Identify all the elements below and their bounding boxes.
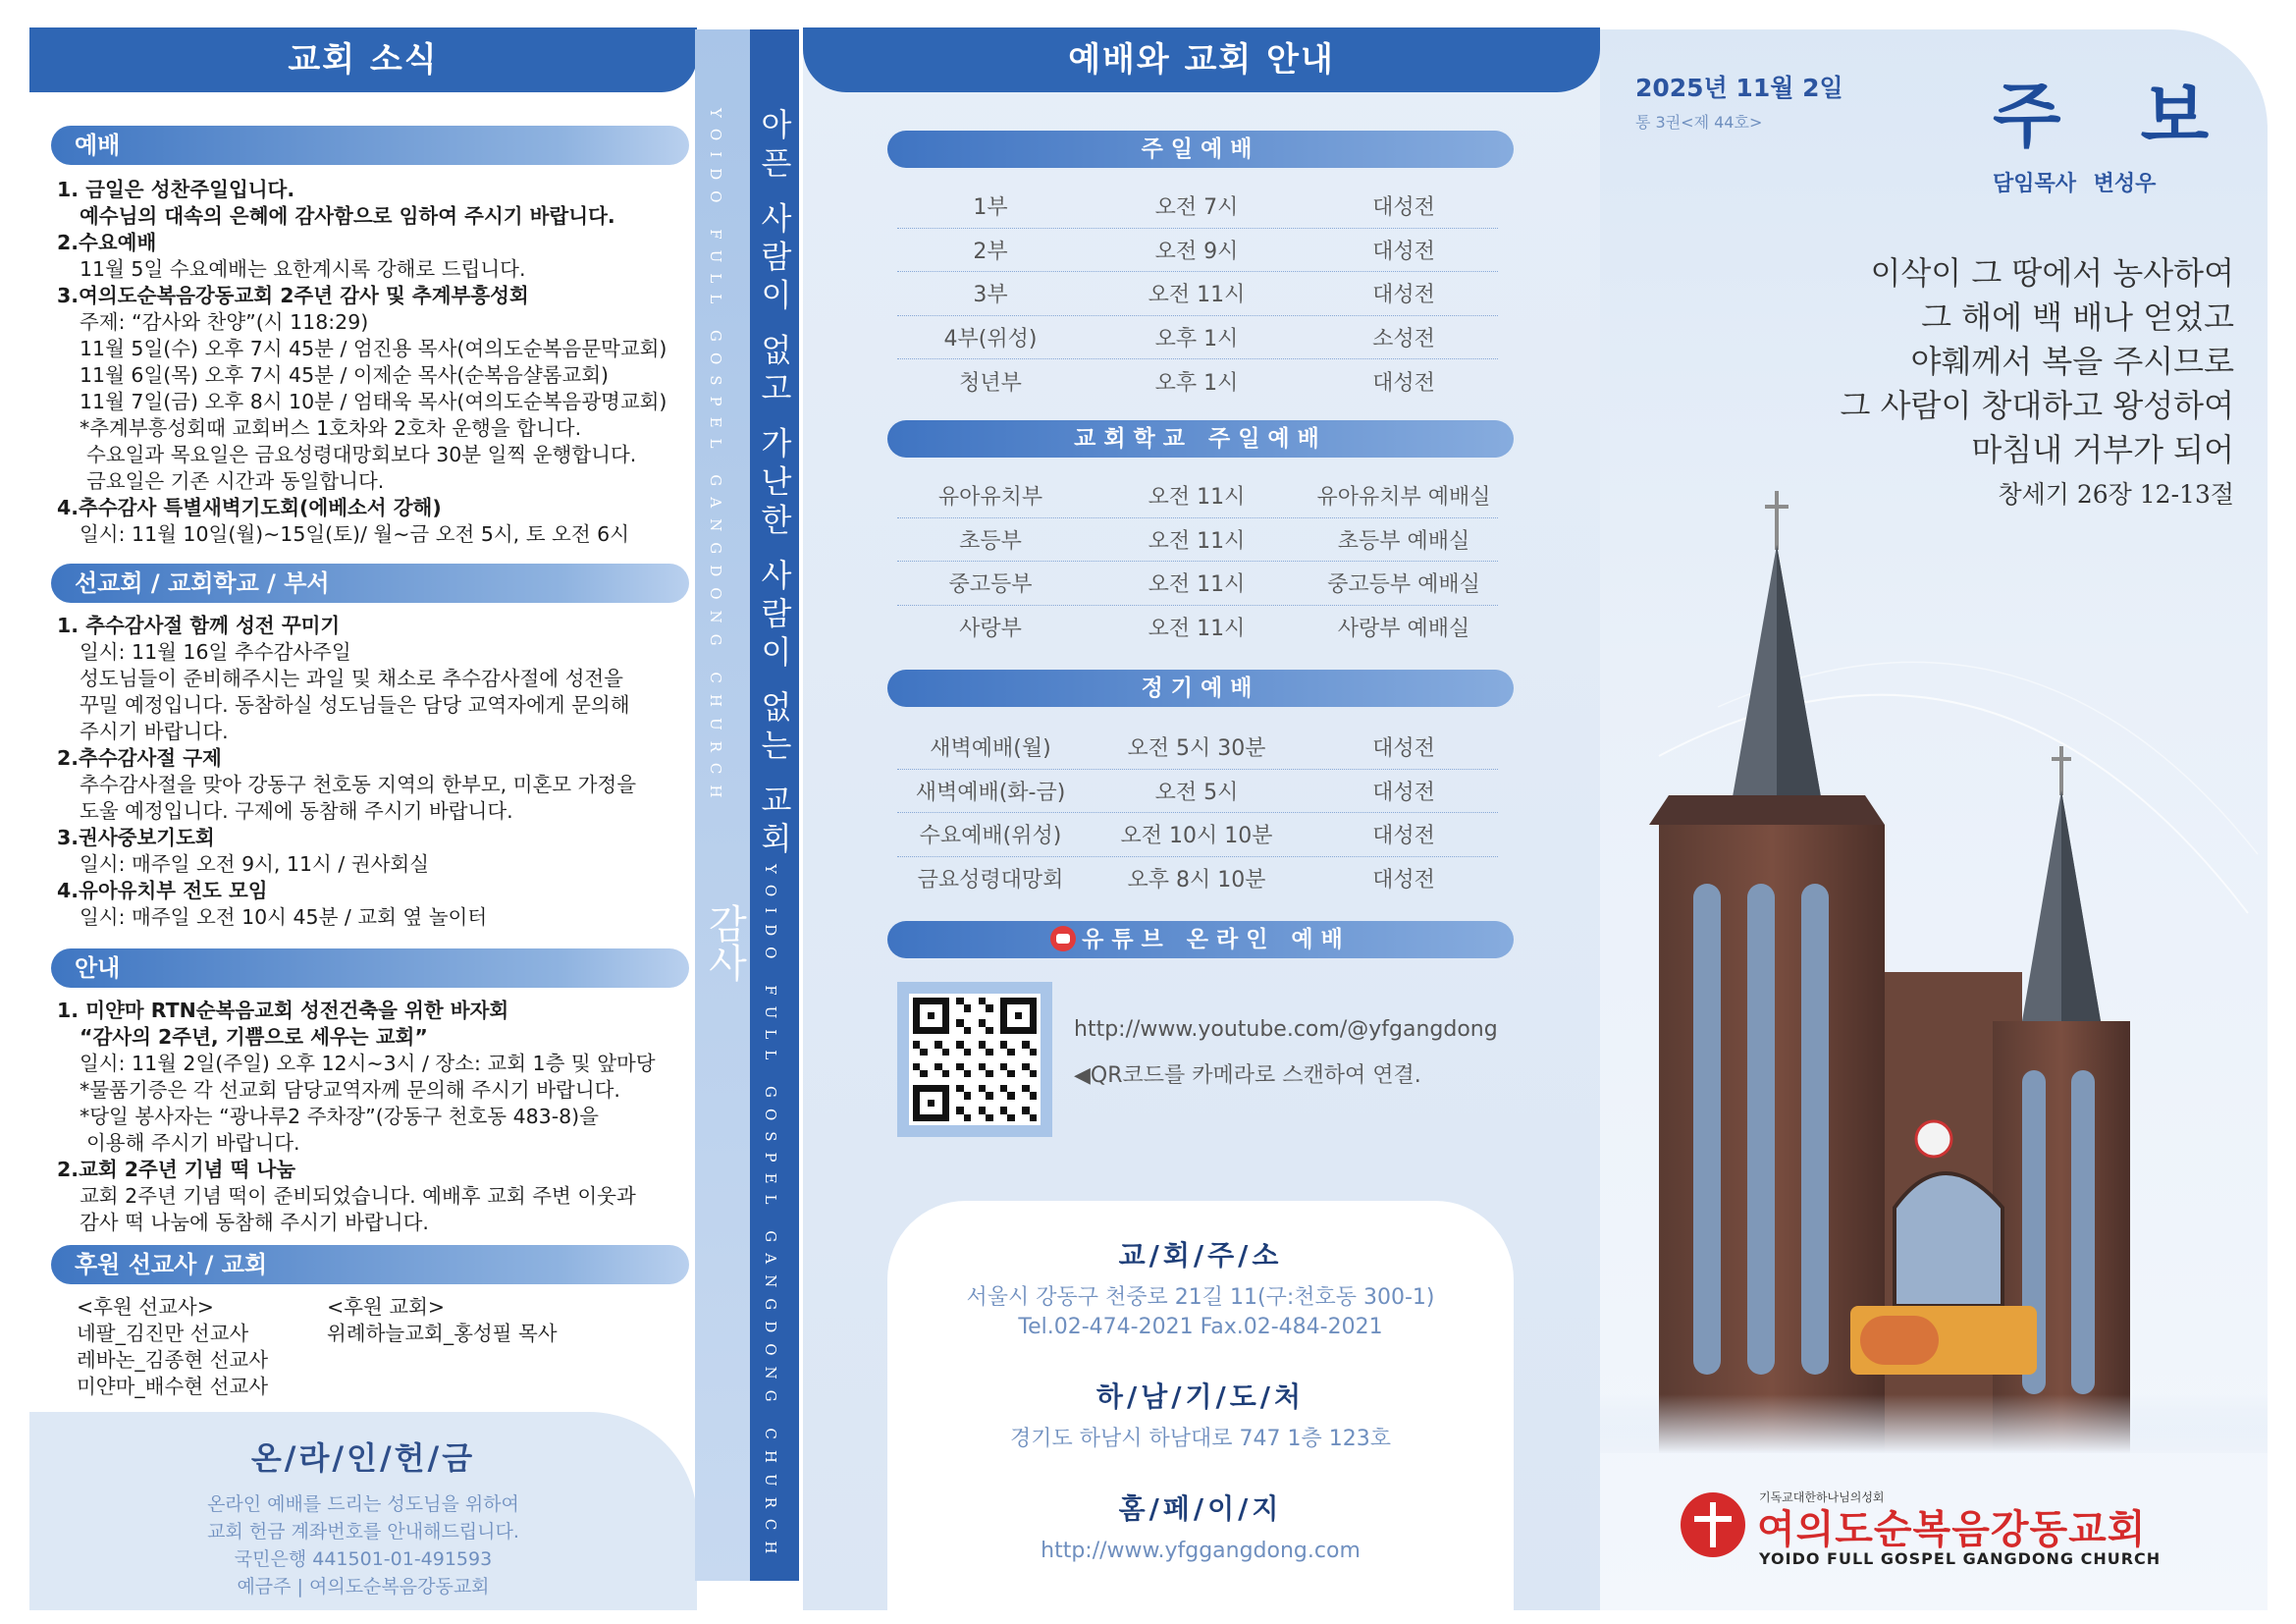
- news-line: 11월 5일(수) 오후 7시 45분 / 엄진용 목사(여의도순복음문막교회): [80, 337, 667, 360]
- news-line: 11월 7일(금) 오후 8시 10분 / 엄태욱 목사(여의도순복음광명교회): [80, 390, 667, 413]
- church-logo-icon: [1681, 1492, 1745, 1557]
- section-worship-title: 예배: [51, 126, 689, 165]
- service-name: 중고등부: [948, 572, 1033, 598]
- news-line: 일시: 11월 2일(주일) 오후 12시~3시 / 장소: 교회 1층 및 앞마당: [80, 1052, 656, 1075]
- service-place: 대성전: [1372, 239, 1435, 264]
- spine-english-name: YOIDO FULL GOSPEL GANGDONG CHURCH: [707, 108, 724, 809]
- table-row: [897, 359, 1498, 404]
- news-line: 주제: “감사와 찬양”(시 118:29): [80, 310, 369, 334]
- service-place: 소성전: [1372, 326, 1435, 352]
- section-mission-body: [57, 613, 695, 931]
- qr-instruction: ◀QR코드를 카메라로 스캔하여 연결.: [1074, 1063, 1421, 1088]
- regular-worship-table: [897, 726, 1498, 900]
- service-name: 2부: [973, 239, 1008, 264]
- service-place: 초등부 예배실: [1337, 528, 1470, 554]
- service-time: 오전 9시: [1154, 239, 1239, 264]
- service-name: 사랑부: [959, 617, 1022, 642]
- news-line: 주시기 바랍니다.: [80, 720, 229, 743]
- service-time: 오전 11시: [1148, 617, 1246, 642]
- section-notice-title: 안내: [51, 948, 689, 988]
- contact-line: Tel.02-474-2021 Fax.02-484-2021: [1018, 1315, 1383, 1339]
- table-row: [897, 857, 1498, 901]
- prayer-house-title: 하/남/기/도/처: [1095, 1380, 1306, 1413]
- support-item: <후원 선교사>: [77, 1295, 214, 1319]
- service-name: 청년부: [959, 370, 1022, 396]
- news-line: 도울 예정입니다. 구제에 동참해 주시기 바랍니다.: [80, 799, 513, 823]
- sunday-worship-title: 주일예배: [887, 131, 1514, 168]
- service-name: 새벽예배(화-금): [915, 780, 1066, 805]
- news-line: 일시: 11월 10일(월)~15일(토)/ 월~금 오전 5시, 토 오전 6시: [80, 522, 629, 546]
- account-holder: 예금주 | 여의도순복음강동교회: [237, 1576, 490, 1597]
- service-name: 초등부: [959, 528, 1022, 554]
- table-row: [897, 813, 1498, 857]
- scripture-reference: 창세기 26장 12-13절: [1998, 480, 2234, 509]
- service-name: 새벽예배(월): [930, 736, 1051, 762]
- news-line: “감사의 2주년, 기쁨으로 세우는 교회”: [80, 1025, 428, 1049]
- news-line: 수요일과 목요일은 금요성령대망회보다 30분 일찍 운행합니다.: [86, 443, 637, 466]
- news-line: 3.권사중보기도회: [57, 826, 215, 849]
- church-news-header: 교회 소식: [29, 27, 697, 92]
- support-item: 네팔_김진만 선교사: [77, 1322, 249, 1345]
- youtube-worship-label: 유튜브 온라인 예배: [1082, 927, 1351, 952]
- online-offering-line: 온라인 예배를 드리는 성도님을 위하여: [207, 1493, 519, 1515]
- verse-line: 마침내 거부가 되어: [1971, 431, 2234, 468]
- service-name: 4부(위성): [943, 326, 1038, 352]
- service-place: 대성전: [1372, 780, 1435, 805]
- church-address-box: [887, 1201, 1514, 1610]
- address-title: 교/회/주/소: [1118, 1239, 1283, 1272]
- worship-guide-header: 예배와 교회 안내: [803, 27, 1600, 92]
- service-time: 오전 11시: [1148, 528, 1246, 554]
- support-item: 위례하늘교회_홍성필 목사: [327, 1322, 558, 1345]
- online-offering-title: 온/라/인/헌/금: [250, 1439, 476, 1477]
- youtube-link[interactable]: http://www.youtube.com/@yfgangdong: [1074, 1017, 1498, 1042]
- news-line: 꾸밀 예정입니다. 동참하실 성도님들은 담당 교역자에게 문의해: [80, 693, 630, 717]
- service-time: 오후 1시: [1154, 370, 1239, 396]
- news-line: 교회 2주년 기념 떡이 준비되었습니다. 예배후 교회 주변 이웃과: [80, 1184, 636, 1208]
- service-time: 오후 8시 10분: [1127, 868, 1266, 893]
- verse-line: 이삭이 그 땅에서 농사하여: [1870, 254, 2234, 292]
- table-row: [897, 518, 1498, 563]
- table-row: [897, 272, 1498, 316]
- table-row: [897, 562, 1498, 606]
- verse-line: 그 해에 백 배나 얻었고: [1921, 298, 2234, 336]
- support-list: [77, 1294, 715, 1400]
- table-row: [897, 185, 1498, 229]
- scripture-verse: [1724, 251, 2234, 472]
- service-time: 오전 7시: [1154, 195, 1239, 221]
- service-name: 유아유치부: [937, 485, 1043, 511]
- news-line: 이용해 주시기 바랍니다.: [86, 1131, 300, 1155]
- spine-english-name: YOIDO FULL GOSPEL GANGDONG CHURCH: [762, 864, 779, 1565]
- table-row: [897, 726, 1498, 770]
- service-place: 대성전: [1372, 195, 1435, 221]
- table-row: [897, 316, 1498, 360]
- news-line: 11월 5일 수요예배는 요한계시록 강해로 드립니다.: [80, 257, 526, 281]
- news-line: 감사 떡 나눔에 동참해 주시기 바랍니다.: [80, 1211, 429, 1234]
- service-place: 유아유치부 예배실: [1316, 485, 1491, 511]
- school-worship-table: [897, 474, 1498, 649]
- support-item: 레바논_김종현 선교사: [77, 1348, 268, 1372]
- support-item: <후원 교회>: [327, 1295, 446, 1319]
- service-time: 오전 10시 10분: [1120, 824, 1273, 849]
- qr-code[interactable]: [897, 982, 1052, 1137]
- news-line: 일시: 11월 16일 추수감사주일: [80, 640, 351, 664]
- news-line: 1. 추수감사절 함께 성전 꾸미기: [57, 614, 341, 637]
- youtube-worship-title: [887, 921, 1514, 958]
- bank-account: 국민은행 441501-01-491593: [234, 1548, 493, 1570]
- verse-line: 그 사람이 창대하고 왕성하여: [1840, 387, 2234, 424]
- news-line: 예수님의 대속의 은혜에 감사함으로 임하여 주시기 바랍니다.: [80, 204, 615, 228]
- service-name: 1부: [973, 195, 1008, 221]
- denomination-name: 기독교대한하나님의성회: [1759, 1490, 1885, 1504]
- bulletin-title: 주 보: [1993, 75, 2237, 157]
- school-worship-title: 교회학교 주일예배: [887, 420, 1514, 458]
- news-line: 2.추수감사절 구제: [57, 746, 222, 770]
- church-logo: [1681, 1483, 2230, 1581]
- homepage-link[interactable]: http://www.yfggangdong.com: [1041, 1539, 1361, 1563]
- news-line: 추수감사절을 맞아 강동구 천호동 지역의 한부모, 미혼모 가정을: [80, 773, 637, 796]
- section-support-title: 후원 선교사 / 교회: [51, 1245, 689, 1284]
- cover-panel: [1600, 29, 2268, 1610]
- news-line: 1. 미얀마 RTN순복음교회 성전건축을 위한 바자회: [57, 999, 509, 1022]
- service-time: 오전 5시 30분: [1127, 736, 1266, 762]
- table-row: [897, 770, 1498, 814]
- section-mission-title: 선교회 / 교회학교 / 부서: [51, 564, 689, 603]
- service-name: 수요예배(위성): [919, 824, 1062, 849]
- worship-guide-panel: [803, 27, 1600, 1610]
- spine-gratitude-text: 감사: [702, 903, 747, 982]
- service-place: 중고등부 예배실: [1327, 572, 1480, 598]
- news-line: 11월 6일(목) 오후 7시 45분 / 이제순 목사(순복음샬롬교회): [80, 363, 610, 387]
- news-line: 1. 금일은 성찬주일입니다.: [57, 178, 295, 201]
- news-line: 4.유아유치부 전도 모임: [57, 879, 268, 902]
- online-offering-box: [29, 1412, 697, 1610]
- news-line: *추계부흥성회때 교회버스 1호차와 2호차 운행을 합니다.: [80, 416, 582, 440]
- service-time: 오전 11시: [1148, 572, 1246, 598]
- regular-worship-title: 정기예배: [887, 670, 1514, 707]
- news-line: *당일 봉사자는 “광나루2 주차장”(강동구 천호동 483-8)을: [80, 1105, 599, 1128]
- verse-line: 야훼께서 복을 주시므로: [1910, 343, 2234, 380]
- table-row: [897, 606, 1498, 650]
- service-place: 대성전: [1372, 868, 1435, 893]
- news-line: 2.교회 2주년 기념 떡 나눔: [57, 1158, 296, 1181]
- news-line: 3.여의도순복음강동교회 2주년 감사 및 추계부흥성회: [57, 284, 529, 307]
- news-line: 일시: 매주일 오전 9시, 11시 / 권사회실: [80, 852, 429, 876]
- address-line: 서울시 강동구 천중로 21길 11(구:천호동 300-1): [966, 1285, 1435, 1310]
- bulletin-date: 2025년 11월 2일: [1635, 74, 1843, 102]
- service-place: 대성전: [1372, 370, 1435, 396]
- news-line: *물품기증은 각 선교회 담당교역자께 문의해 주시기 바랍니다.: [80, 1078, 620, 1102]
- news-line: 금요일은 기존 시간과 동일합니다.: [86, 469, 385, 493]
- online-offering-line: 교회 헌금 계좌번호를 안내해드립니다.: [207, 1521, 519, 1543]
- homepage-title: 홈/페/이/지: [1118, 1492, 1283, 1525]
- service-place: 대성전: [1372, 736, 1435, 762]
- service-time: 오후 1시: [1154, 326, 1239, 352]
- support-missionaries: [77, 1294, 327, 1400]
- service-place: 대성전: [1372, 824, 1435, 849]
- church-building-photo: [1600, 461, 2268, 1453]
- service-time: 오전 11시: [1148, 485, 1246, 511]
- section-notice-body: [57, 998, 695, 1236]
- prayer-house-address: 경기도 하남시 하남대로 747 1층 123호: [1010, 1427, 1391, 1451]
- news-line: 4.추수감사 특별새벽기도회(에베소서 강해): [57, 496, 442, 519]
- support-item: 미얀마_배수현 선교사: [77, 1375, 268, 1398]
- table-row: [897, 229, 1498, 273]
- service-place: 사랑부 예배실: [1337, 617, 1470, 642]
- service-place: 대성전: [1372, 283, 1435, 308]
- news-line: 일시: 매주일 오전 10시 45분 / 교회 옆 놀이터: [80, 905, 488, 929]
- bulletin-volume: 통 3권<제 44호>: [1635, 113, 1763, 132]
- senior-pastor: 담임목사 변성우: [1993, 172, 2157, 196]
- youtube-icon: [1050, 926, 1076, 951]
- sunday-worship-table: [897, 185, 1498, 404]
- church-news-panel: [29, 27, 697, 1610]
- section-worship-body: [57, 177, 695, 548]
- service-time: 오전 11시: [1148, 283, 1246, 308]
- news-line: 성도님들이 준비해주시는 과일 및 채소로 추수감사절에 성전을: [80, 667, 623, 690]
- service-time: 오전 5시: [1154, 780, 1239, 805]
- church-name-korean: 여의도순복음강동교회: [1757, 1507, 2147, 1552]
- qr-code-icon: [909, 994, 1041, 1125]
- church-name-english: YOIDO FULL GOSPEL GANGDONG CHURCH: [1759, 1549, 2162, 1568]
- news-line: 2.수요예배: [57, 231, 157, 254]
- spine-motto: 아픈 사람이 없고 가난한 사람이 없는 교회: [756, 108, 793, 861]
- support-churches: [327, 1294, 577, 1400]
- service-name: 3부: [973, 283, 1008, 308]
- service-name: 금요성령대망회: [917, 868, 1064, 893]
- table-row: [897, 474, 1498, 518]
